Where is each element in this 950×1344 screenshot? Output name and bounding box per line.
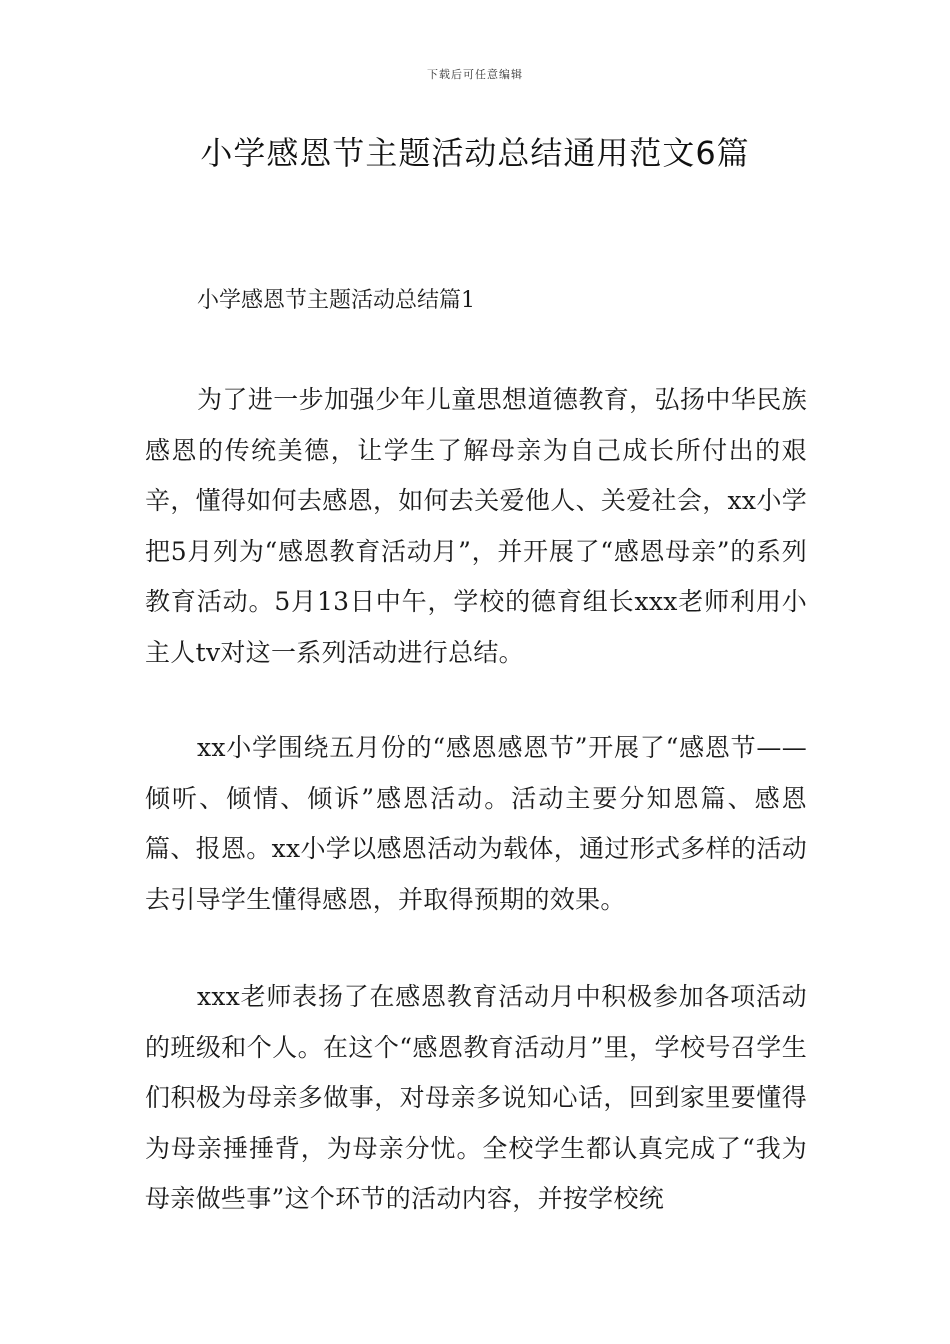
paragraph-2: xx小学围绕五月份的“感恩感恩节”开展了“感恩节——倾听、倾情、倾诉”感恩活动。活动主要分知恩篇、感恩篇、报恩。xx小学以感恩活动为载体，通过形式多样的活动去引导学生懂得感恩，并取得预期的效果。 (145, 733, 807, 914)
header-note: 下载后可任意编辑 (427, 68, 523, 81)
paragraph-3: xxx老师表扬了在感恩教育活动月中积极参加各项活动的班级和个人。在这个“感恩教育活动月”里，学校号召学生们积极为母亲多做事，对母亲多说知心话，回到家里要懂得为母亲捶捶背，为母亲分忧。全校学生都认真完成了“我为母亲做些事”这个环节的活动内容，并按学校统 (145, 982, 807, 1213)
paragraph-1: 为了进一步加强少年儿童思想道德教育，弘扬中华民族感恩的传统美德，让学生了解母亲为自己成长所付出的艰辛，懂得如何去感恩，如何去关爱他人、关爱社会，xx小学把5月列为“感恩教育活动月”，并开展了“感恩母亲”的系列教育活动。5月13日中午，学校的德育组长xxx老师利用小主人tv对这一系列活动进行总结。 (145, 385, 807, 667)
document-title: 小学感恩节主题活动总结通用范文6篇 (200, 134, 750, 172)
section-heading: 小学感恩节主题活动总结篇1 (197, 288, 475, 313)
